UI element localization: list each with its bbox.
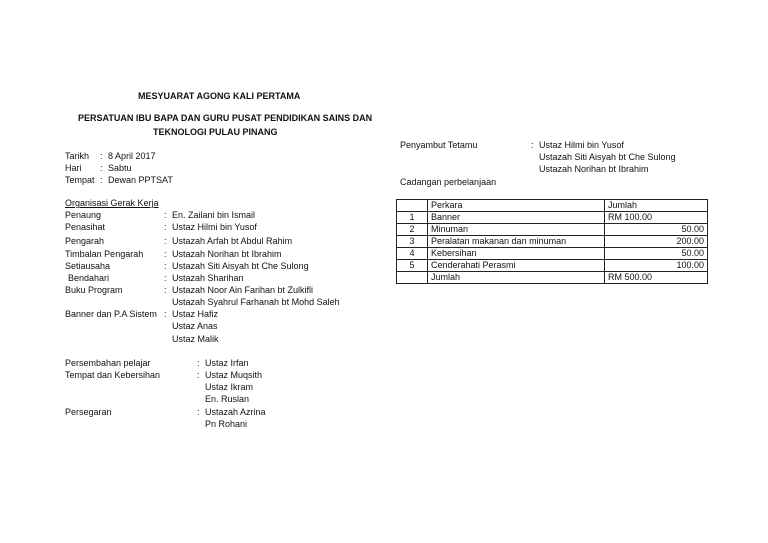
budget-table	[396, 199, 708, 284]
reception-name: Ustazah Norihan bt Ibrahim	[539, 164, 649, 174]
table-row	[397, 260, 708, 272]
table-header-item: Perkara	[428, 200, 605, 212]
table-cell-no: 5	[397, 260, 428, 272]
table-cell-item: Banner	[428, 212, 605, 224]
table-cell-item: Kebersihan	[428, 248, 605, 260]
role-label: Tempat dan Kebersihan	[65, 370, 161, 380]
role-colon: :	[164, 210, 167, 220]
role-name: Ustaz Muqsith	[205, 370, 263, 380]
role-name: Ustazah Noor Ain Farihan bt Zulkifli	[172, 285, 314, 295]
table-row	[397, 248, 708, 260]
role-name: Ustaz Malik	[172, 334, 219, 344]
table-cell-item: Minuman	[428, 224, 605, 236]
role-name: Ustaz Irfan	[205, 358, 249, 368]
role-colon: :	[164, 261, 167, 271]
meta-venue: Dewan PPTSAT	[108, 175, 173, 185]
budget-heading: Cadangan perbelanjaan	[400, 177, 497, 187]
table-cell-no: 3	[397, 236, 428, 248]
table-cell-no: 1	[397, 212, 428, 224]
table-cell	[397, 200, 428, 212]
table-cell-item: Peralatan makanan dan minuman	[428, 236, 605, 248]
role-name: Ustaz Anas	[172, 321, 218, 331]
role-label: Banner dan P.A Sistem	[65, 309, 157, 319]
table-cell-amount: RM 100.00	[605, 212, 708, 224]
meta-colon: :	[100, 163, 103, 173]
role-label: Pengarah	[65, 236, 105, 246]
role-label: Penasihat	[65, 222, 106, 232]
meta-label: Tempat	[65, 175, 95, 185]
table-total-amount: RM 500.00	[605, 272, 708, 284]
role-name: Ustazah Azrina	[205, 407, 266, 417]
role-name: Ustazah Norihan bt Ibrahim	[172, 249, 282, 259]
table-cell	[397, 272, 428, 284]
reception-colon: :	[531, 140, 534, 150]
meta-day: Sabtu	[108, 163, 132, 173]
role-label: Timbalan Pengarah	[65, 249, 144, 259]
table-cell-amount: 50.00	[605, 248, 708, 260]
role-label: Penaung	[65, 210, 102, 220]
document-subtitle-line1: PERSATUAN IBU BAPA DAN GURU PUSAT PENDIDIKAN SAINS DAN	[78, 113, 373, 123]
role-colon: :	[164, 222, 167, 232]
role-colon: :	[164, 309, 167, 319]
role-name: Pn Rohani	[205, 419, 248, 429]
document-subtitle-line2: TEKNOLOGI PULAU PINANG	[153, 127, 278, 137]
role-name: Ustaz Hafiz	[172, 309, 219, 319]
table-cell-item: Cenderahati Perasmi	[428, 260, 605, 272]
table-header-row	[397, 200, 708, 212]
table-cell-amount: 50.00	[605, 224, 708, 236]
role-colon: :	[164, 236, 167, 246]
role-label: Setiausaha	[65, 261, 111, 271]
role-name: En. Ruslan	[205, 394, 250, 404]
table-row	[397, 224, 708, 236]
role-label: Persegaran	[65, 407, 112, 417]
table-total-row	[397, 272, 708, 284]
meta-date: 8 April 2017	[108, 151, 156, 161]
role-label: Bendahari	[68, 273, 110, 283]
role-name: Ustazah Arfah bt Abdul Rahim	[172, 236, 293, 246]
committee-heading: Organisasi Gerak Kerja	[65, 198, 159, 208]
role-label: Buku Program	[65, 285, 123, 295]
role-name: Ustazah Syahrul Farhanah bt Mohd Saleh	[172, 297, 340, 307]
reception-name: Ustaz Hilmi bin Yusof	[539, 140, 624, 150]
table-cell-no: 2	[397, 224, 428, 236]
table-cell-no: 4	[397, 248, 428, 260]
role-colon: :	[197, 370, 200, 380]
meta-label: Tarikh	[65, 151, 90, 161]
role-name: Ustaz Hilmi bin Yusof	[172, 222, 257, 232]
role-name: Ustazah Sharihan	[172, 273, 244, 283]
role-colon: :	[164, 273, 167, 283]
reception-name: Ustazah Siti Aisyah bt Che Sulong	[539, 152, 676, 162]
role-colon: :	[164, 285, 167, 295]
document-title: MESYUARAT AGONG KALI PERTAMA	[138, 91, 301, 101]
role-colon: :	[197, 358, 200, 368]
meta-colon: :	[100, 151, 103, 161]
role-name: Ustazah Siti Aisyah bt Che Sulong	[172, 261, 309, 271]
table-cell-amount: 100.00	[605, 260, 708, 272]
role-name: Ustaz Ikram	[205, 382, 254, 392]
role-name: En. Zailani bin Ismail	[172, 210, 256, 220]
table-cell-amount: 200.00	[605, 236, 708, 248]
table-row	[397, 212, 708, 224]
role-colon: :	[197, 407, 200, 417]
table-header-amount: Jumlah	[605, 200, 708, 212]
role-colon: :	[164, 249, 167, 259]
role-label: Persembahan pelajar	[65, 358, 151, 368]
meta-label: Hari	[65, 163, 82, 173]
reception-label: Penyambut Tetamu	[400, 140, 478, 150]
table-row	[397, 236, 708, 248]
meta-colon: :	[100, 175, 103, 185]
table-total-label: Jumlah	[428, 272, 605, 284]
